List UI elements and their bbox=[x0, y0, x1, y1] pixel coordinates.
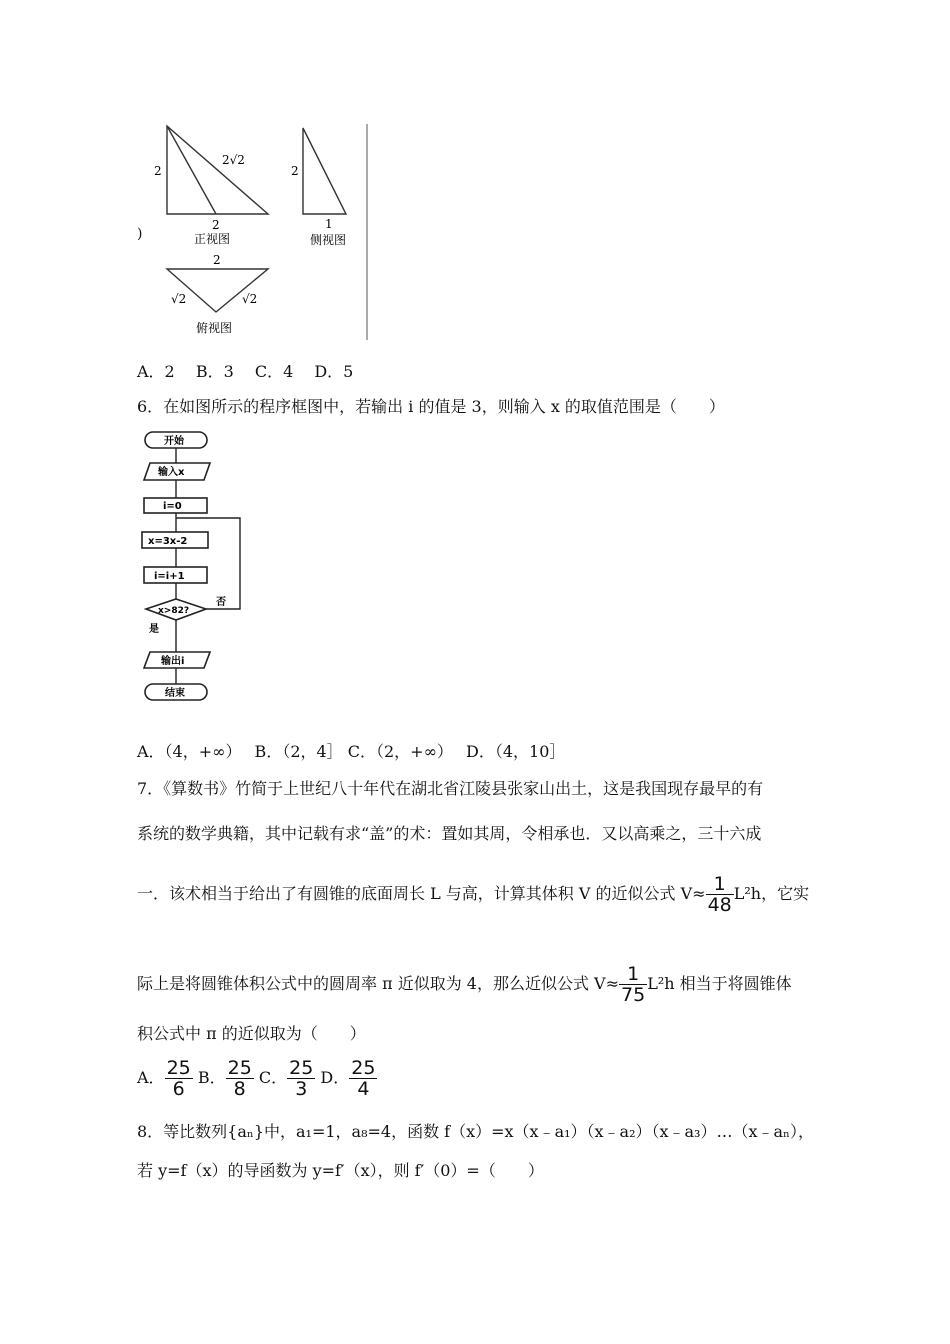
q7-line3-text-a: 一．该术相当于给出了有圆锥的底面周长 L 与高，计算其体积 V 的近似公式 V≈ bbox=[137, 884, 706, 903]
frac-num: 25 bbox=[166, 1057, 191, 1079]
top-view-caption: 俯视图 bbox=[196, 321, 233, 335]
frac-den: 8 bbox=[233, 1078, 246, 1100]
frac-num: 25 bbox=[227, 1057, 252, 1079]
front-left-label: 2 bbox=[154, 164, 162, 178]
flowchart-drawing bbox=[136, 428, 251, 718]
option-fraction bbox=[165, 1058, 193, 1099]
top-left-label: √2 bbox=[171, 292, 187, 306]
fraction-1-75 bbox=[619, 964, 647, 1005]
flow-output: 输出i bbox=[161, 656, 185, 667]
q7-line3-text-b: L²h，它实 bbox=[733, 884, 810, 903]
side-view-caption: 侧视图 bbox=[310, 233, 347, 247]
flow-input: 输入x bbox=[158, 467, 185, 478]
option-label: D． bbox=[320, 1068, 350, 1087]
q8-line1: 8．等比数列{aₙ}中，a₁=1，a₈=4，函数 f（x）=x（x﹣a₁）（x﹣a₂）（x﹣a₃）…（x﹣aₙ）， bbox=[137, 1122, 814, 1141]
frac-num: 1 bbox=[619, 964, 647, 985]
q7-option-d bbox=[320, 1057, 377, 1100]
frac-den: 6 bbox=[172, 1078, 185, 1100]
q7-option-a bbox=[137, 1057, 193, 1100]
option-label: C． bbox=[258, 1068, 288, 1087]
top-right-label: √2 bbox=[242, 292, 258, 306]
option-label: B． bbox=[197, 1068, 226, 1087]
q7-line5: 积公式中 π 的近似取为（ ） bbox=[137, 1024, 366, 1043]
frac-num: 1 bbox=[706, 874, 734, 895]
frac-den: 48 bbox=[707, 894, 732, 916]
flow-yes: 是 bbox=[149, 624, 159, 635]
q7-line4 bbox=[137, 962, 792, 1006]
option-fraction bbox=[349, 1058, 377, 1099]
option-fraction bbox=[226, 1058, 254, 1099]
frac-num: 25 bbox=[289, 1057, 314, 1079]
flow-cond: x>82? bbox=[158, 606, 190, 616]
q7-line2: 系统的数学典籍，其中记载有求“盖”的术：置如其周，令相承也．又以高乘之，三十六成 bbox=[137, 824, 762, 843]
q5-paren: ) bbox=[137, 226, 143, 242]
top-top-label: 2 bbox=[213, 253, 221, 267]
frac-den: 75 bbox=[621, 984, 646, 1006]
side-left-label: 2 bbox=[291, 164, 299, 178]
flow-end: 结束 bbox=[165, 688, 185, 699]
side-bottom-label: 1 bbox=[325, 217, 333, 231]
q6-stem: 6．在如图所示的程序框图中，若输出 i 的值是 3，则输入 x 的取值范围是（ ） bbox=[137, 397, 725, 416]
flow-incr: i=i+1 bbox=[154, 571, 185, 582]
q8-line2: 若 y=f（x）的导函数为 y=f′（x），则 f′（0）=（ ） bbox=[137, 1161, 544, 1180]
three-view-drawing bbox=[136, 118, 376, 343]
flow-init: i=0 bbox=[163, 501, 182, 512]
flow-assign: x=3x-2 bbox=[148, 536, 188, 547]
front-hyp-label: 2√2 bbox=[222, 153, 245, 167]
three-view-figure bbox=[136, 118, 376, 343]
flowchart bbox=[136, 428, 251, 718]
q7-line1: 7．《算数书》竹简于上世纪八十年代在湖北省江陵县张家山出土，这是我国现存最早的有 bbox=[137, 779, 764, 798]
front-view-caption: 正视图 bbox=[194, 232, 231, 246]
flow-no: 否 bbox=[216, 597, 226, 608]
fraction-1-48 bbox=[706, 874, 734, 915]
q7-options bbox=[137, 1056, 377, 1100]
option-fraction bbox=[287, 1058, 315, 1099]
q5-options: A．2 B．3 C．4 D．5 bbox=[137, 362, 354, 381]
flow-start: 开始 bbox=[164, 436, 184, 447]
frac-den: 4 bbox=[357, 1078, 370, 1100]
q7-line4-text-a: 际上是将圆锥体积公式中的圆周率 π 近似取为 4，那么近似公式 V≈ bbox=[137, 974, 620, 993]
q7-line3 bbox=[137, 872, 809, 916]
front-bottom-label: 2 bbox=[212, 218, 220, 232]
q7-line4-text-b: L²h 相当于将圆锥体 bbox=[647, 974, 792, 993]
q7-option-b bbox=[197, 1057, 254, 1100]
frac-num: 25 bbox=[351, 1057, 376, 1079]
frac-den: 3 bbox=[295, 1078, 308, 1100]
q7-option-c bbox=[258, 1057, 315, 1100]
option-label: A． bbox=[137, 1068, 165, 1087]
q6-options: A．（4，+∞） B．（2，4］ C．（2，+∞） D．（4，10］ bbox=[137, 742, 566, 761]
